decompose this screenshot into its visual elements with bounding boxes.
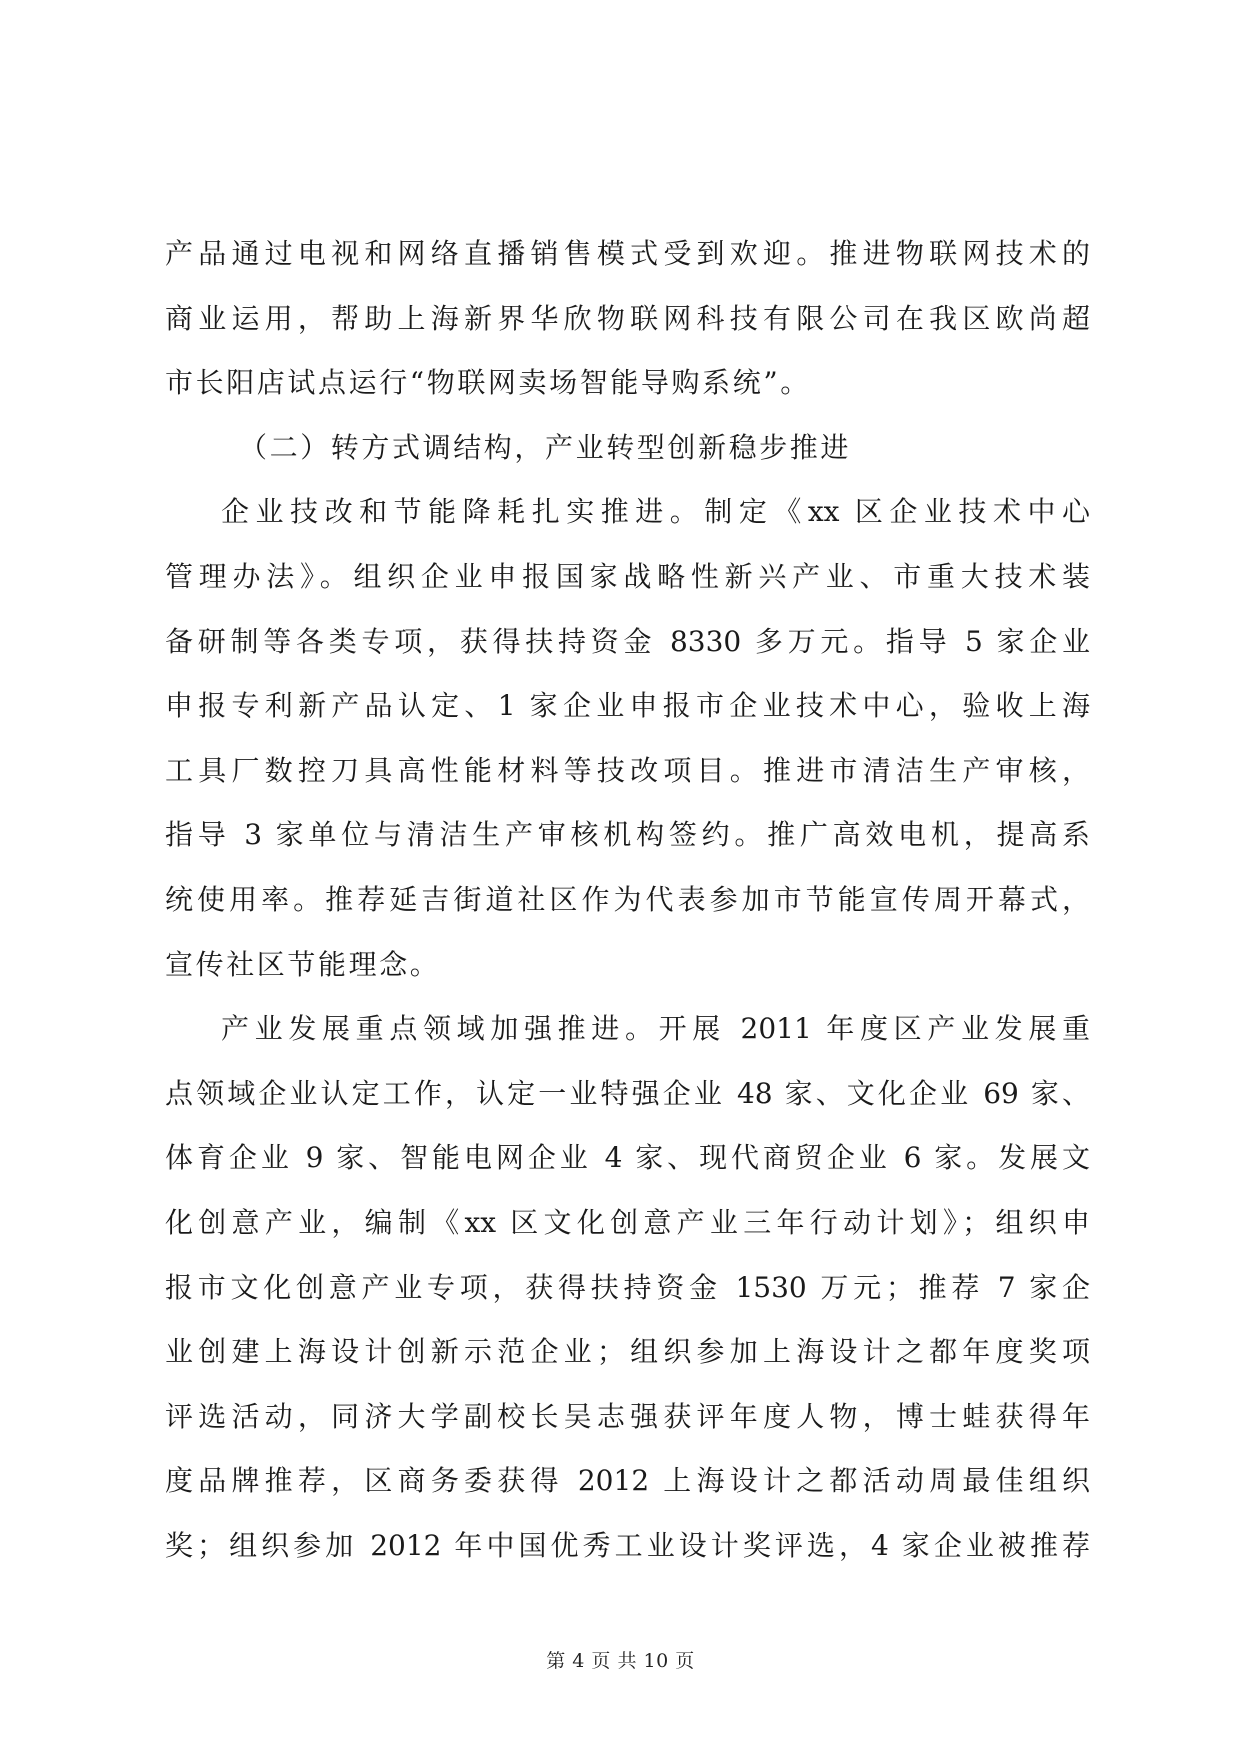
paragraph-line: 业创建上海设计创新示范企业；组织参加上海设计之都年度奖项 [165, 1335, 1090, 1369]
paragraph-line: 体育企业 9 家、智能电网企业 4 家、现代商贸企业 6 家。发展文 [165, 1141, 1090, 1175]
paragraph-line: 管理办法》。组织企业申报国家战略性新兴产业、市重大技术装 [165, 559, 1090, 593]
paragraph-line: 企业技改和节能降耗扎实推进。制定《xx 区企业技术中心 [221, 495, 1090, 529]
paragraph-line: 工具厂数控刀具高性能材料等技改项目。推进市清洁生产审核， [165, 753, 1090, 787]
paragraph-line: 备研制等各类专项，获得扶持资金 8330 多万元。指导 5 家企业 [165, 624, 1090, 658]
paragraph-line: 商业运用，帮助上海新界华欣物联网科技有限公司在我区欧尚超 [165, 301, 1090, 335]
paragraph-line: 指导 3 家单位与清洁生产审核机构签约。推广高效电机，提高系 [165, 818, 1090, 852]
paragraph-line: 点领域企业认定工作，认定一业特强企业 48 家、文化企业 69 家、 [165, 1076, 1090, 1110]
section-heading: （二）转方式调结构，产业转型创新稳步推进 [239, 430, 852, 464]
paragraph-line: 市长阳店试点运行“物联网卖场智能导购系统”。 [165, 366, 811, 400]
paragraph-line: 度品牌推荐，区商务委获得 2012 上海设计之都活动周最佳组织 [165, 1464, 1090, 1498]
paragraph-line: 报市文化创意产业专项，获得扶持资金 1530 万元；推荐 7 家企 [165, 1270, 1090, 1304]
paragraph-line: 宣传社区节能理念。 [165, 947, 441, 981]
paragraph-line: 化创意产业，编制《xx 区文化创意产业三年行动计划》；组织申 [165, 1205, 1090, 1239]
paragraph-line: 产业发展重点领域加强推进。开展 2011 年度区产业发展重 [221, 1012, 1090, 1046]
paragraph-line: 产品通过电视和网络直播销售模式受到欢迎。推进物联网技术的 [165, 237, 1090, 270]
paragraph-line: 评选活动，同济大学副校长吴志强获评年度人物，博士蛙获得年 [165, 1399, 1090, 1433]
paragraph-line: 申报专利新产品认定、1 家企业申报市企业技术中心，验收上海 [165, 689, 1090, 723]
paragraph-line: 统使用率。推荐延吉街道社区作为代表参加市节能宣传周开幕式， [165, 882, 1090, 916]
document-body [165, 222, 1090, 1578]
paragraph-line: 奖；组织参加 2012 年中国优秀工业设计奖评选，4 家企业被推荐 [165, 1528, 1090, 1562]
page-number: 第 4 页 共 10 页 [546, 1650, 695, 1672]
